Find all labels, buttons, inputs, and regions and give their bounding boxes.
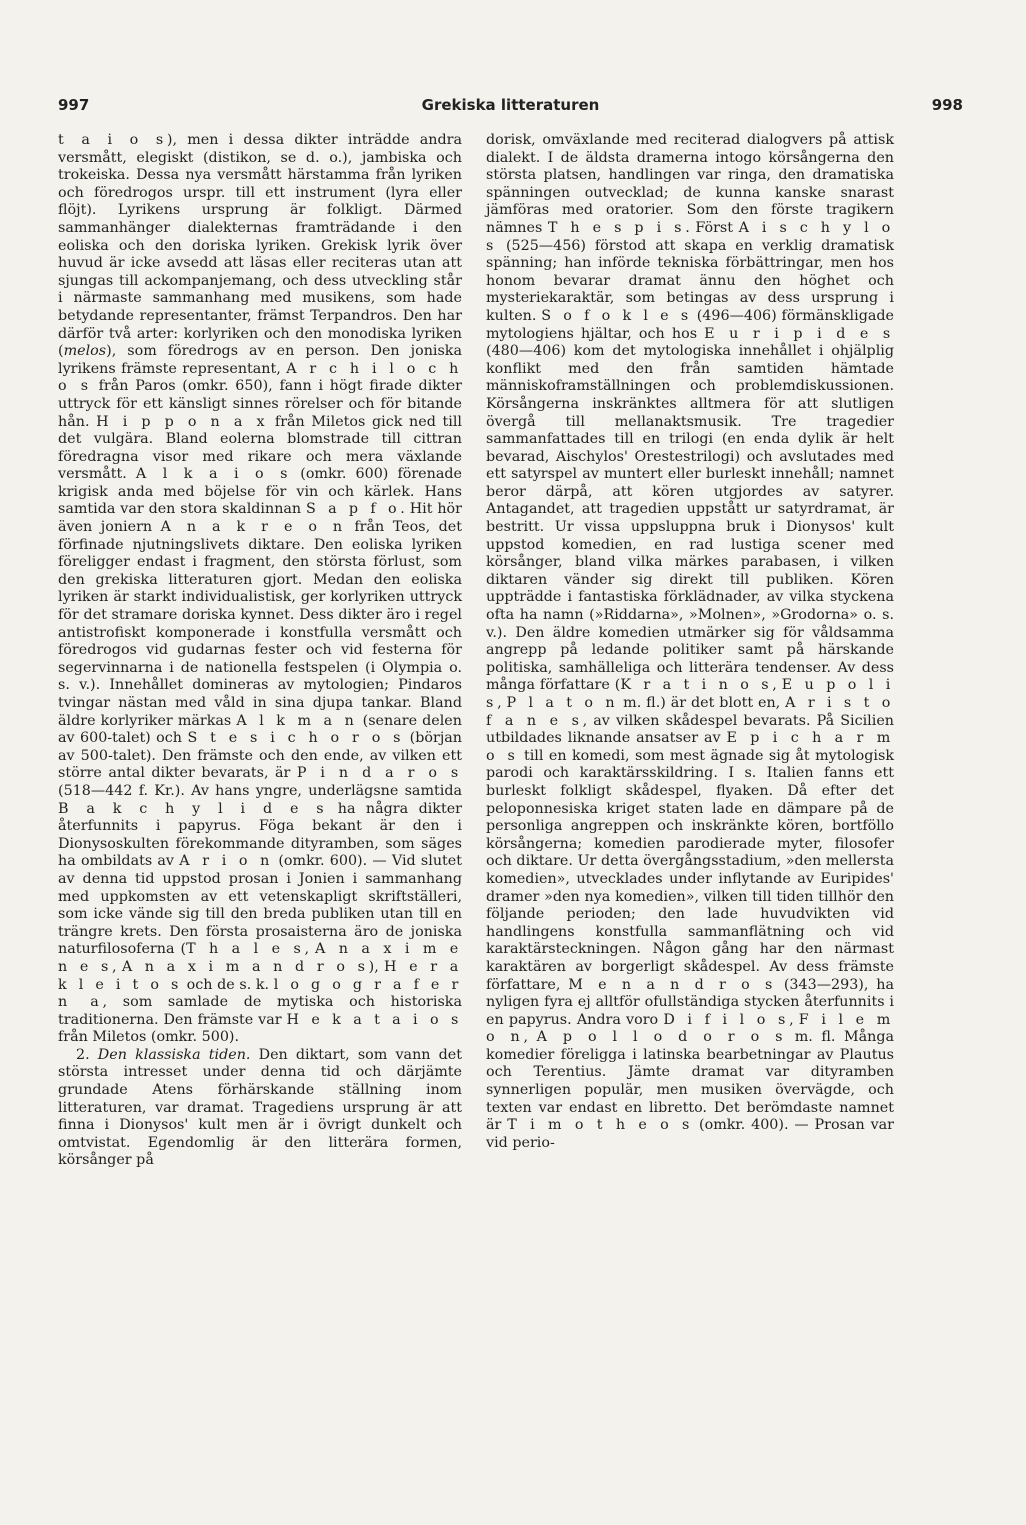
spaced-name: H e k a t a i o s (286, 1011, 462, 1028)
left-column (58, 132, 462, 1170)
paragraph-klassiska-tiden (58, 1047, 462, 1170)
right-page-number: 998 (931, 96, 963, 114)
spaced-name: H i p p o n a x (96, 413, 269, 430)
text-run: (525—456) förstod att skapa en verklig dramatisk spänning; han införde tekniska förbättringar, men hos honom bevarar dramat ännu den höghet och mysteriekaraktär, som betingas av dess ursprung i kulten. (486, 237, 894, 324)
italic-text: Den klassiska tiden. (97, 1046, 251, 1063)
text-run: ha några dikter återfunnits i papyrus. Föga bekant är den i Dionysoskulten förekommande dityramben, som säges ha ombildats av (58, 800, 462, 870)
text-run: (omkr. 600) förenade krigisk anda med böjelse för vin och kärlek. Hans samtida var den stora skaldinnan (58, 466, 462, 518)
text-run: Den diktart, som vann det största intresset under denna tid och därjämte grundade Atens förhärskande ställning inom litteraturen, var dramat. Tragediens ursprung är att finna i Dionysos' kult men är i övrigt dunkelt och omtvistat. Egendomlig är den litterära formen, körsånger på (58, 1046, 463, 1169)
spaced-name: T h e s p i s (547, 219, 686, 236)
text-run: från Miletos (omkr. 500). (58, 1029, 240, 1046)
spaced-name: F i l e m o n (486, 1011, 894, 1046)
right-column (486, 132, 894, 1152)
spaced-name: S o f o k l e s (541, 307, 692, 324)
spaced-name: A i s c h y l o s (486, 219, 895, 254)
text-run: , (304, 941, 316, 958)
spaced-name: D i f i l o s (663, 1011, 790, 1028)
text-run: , som samlade de mytiska och historiska traditionerna. Den främste var (58, 994, 462, 1028)
text-run: , (497, 695, 507, 711)
text-run: och de s. k. (182, 976, 274, 993)
paragraph (486, 132, 894, 1152)
spaced-name: t a i o s (58, 132, 167, 148)
text-run: m. fl. Många komedier föreligga i latinska bearbetningar av Plautus och Terentius. Jämte dramat var dityramben synnerligen populär, men musiken övervägde, och texten var endast en libretto. Det berömdaste namnet är (486, 1029, 895, 1134)
text-run: (496—406) förmänskligade mytologiens hjältar, och hos (486, 307, 894, 342)
text-run: . Först (685, 219, 739, 236)
text-run: (senare delen av 600-talet) och (58, 712, 462, 747)
text-run: till en komedi, som mest ägnade sig åt mytologisk parodi och karaktärsskildring. I s. Italien fanns ett burleskt folkligt skådespel, flyaken. Då efter det peloponnesiska kriget staten lade en dämpare på de personliga angreppen och inskränkte kören, bortföllo körsångerna; komedien parodierade myter, filosofer och diktare. Ur detta övergångsstadium, »den mellersta komedien», utvecklades under inflytande av Euripides' dramer »den nya komedien», vilken till tiden tillhör den följande perioden; den lade huvudvikten vid handlingens konstfulla sammanflätning och vid karaktärsteckningen. Någon gång har den närmast karaktären av borgerligt skådespel. Av dess främste författare, (486, 747, 894, 993)
spaced-name: E u p o l i s (486, 677, 894, 711)
spaced-name: P l a t o n (506, 695, 619, 711)
spaced-name: T i m o t h e o s (507, 1117, 694, 1134)
page-header (58, 96, 963, 118)
italic-text: melos (63, 343, 107, 360)
spaced-name: A l k m a n (236, 712, 358, 729)
text-run: dorisk, omväxlande med reciterad dialogvers på attisk dialekt. I de äldsta dramerna intogo körsångerna den största platsen, handlingen var ringa, den dramatiska spänningen outvecklad; de kunna kanske snarast jämföras med oratorier. Som den förste tragikern nämnes (486, 132, 894, 236)
spaced-name: K r a t i n o s (620, 677, 773, 694)
text-run: . Hit hör även joniern (58, 501, 463, 536)
spaced-name: A n a k r e o n (160, 519, 346, 536)
text-run: , (772, 677, 782, 694)
text-run: , (112, 958, 122, 975)
spaced-name: S a p f o (306, 501, 401, 518)
spaced-name: A r i s t o f a n e s (486, 695, 895, 729)
spaced-name: S t e s i c h o r o s (187, 730, 405, 747)
text-run: (omkr. 600). — Vid slutet av denna tid uppstod prosan i Jonien i sammanhang med uppkomsten av ett vetenskapligt skriftställeri, som icke vände sig till den breda publiken utan till en trängre krets. Den första prosaisterna äro de joniska naturfilosoferna ( (58, 853, 462, 958)
text-run: (480—406) kom det mytologiska innehållet i ohjälplig konflikt med den från samtiden hämtade människoframställningen och problemdiskussionen. Körsångerna inskränktes alltmera för att slutligen övergå till mellanaktsmusik. Tre tragedier sammanfattades till en trilogi (en enda dylik är helt bevarad, Aischylos' Orestestrilogi) och avslutades med ett satyrspel av muntert eller burleskt innehåll; namnet beror därpå, att kören utgjordes av satyrer. Antagandet, att tragedien uppstått ur satyrdramat, är bestritt. Ur vissa uppsluppna bruk i Dionysos' kult uppstod komedien, en rad lustiga scener med körsånger, bland vilka märkes parabasen, i vilken diktaren vänder sig direkt till publiken. Kören uppträdde i fantastiska förklädnader, av vilka styckena ofta ha namn (»Riddarna», »Molnen», »Grodorna» o. s. v.). Den äldre komedien utmärker sig för våldsamma angrepp på ledande politiker samt på härskande politiska, samhälleliga och litterära tendenser. Av dess många författare ( (486, 343, 894, 694)
spaced-name: A l k a i o s (135, 466, 292, 483)
left-page-number: 997 (58, 96, 90, 114)
spaced-name: T h a l e s (186, 941, 305, 958)
text-run: från Miletos gick ned till det vulgära. Bland eolerna blomstrade till cittran föredragna visor med rikare och mera växlande versmått. (58, 413, 462, 483)
text-run: (början av 500-talet). Den främste och den ende, av vilken ett större antal dikter bevarats, är (58, 730, 462, 782)
text-run: 2. (76, 1046, 98, 1063)
spaced-name: l o g o g r a f e r n a (58, 976, 462, 1011)
spaced-name: A n a x i m a n d r o s (121, 958, 369, 975)
text-run: (518—442 f. Kr.). Av hans yngre, underlägsne samtida (58, 782, 462, 799)
text-run: ), som föredrogs av en person. Den joniska lyrikens främste representant, (58, 343, 462, 377)
spaced-name: A r i o n (179, 853, 274, 870)
spaced-name: H e r a k l e i t o s (58, 958, 462, 993)
spaced-name: B a k c h y l i d e s (58, 800, 328, 817)
text-run: (omkr. 400). — Prosan var vid perio- (486, 1117, 895, 1151)
text-run: från Paros (omkr. 650), fann i högt firade dikter uttryck för ett känsligt sinnes rörelser och för bitande hån. (58, 378, 462, 430)
running-head: Grekiska litteraturen (421, 96, 600, 114)
spaced-name: E p i c h a r m o s (486, 730, 895, 764)
text-run: m. fl.) är det blott en, (618, 695, 786, 711)
text-run: , av vilken skådespel bevarats. På Sicilien utbildades liknande ansatser av (486, 712, 894, 747)
spaced-name: E u r i p i d e s (704, 325, 894, 342)
text-run: (343—293), ha nyligen fyra ej alltför ofullständiga stycken återfunnits i en papyrus. Andra voro (486, 976, 894, 1028)
text-run: , (523, 1029, 537, 1046)
paragraph (58, 132, 462, 1047)
spaced-name: M e n a n d r o s (568, 976, 777, 993)
text-run: ), (368, 958, 385, 975)
spaced-name: A p o l l o d o r o s (536, 1029, 787, 1046)
spaced-name: A r c h i l o c h o s (58, 360, 463, 395)
text-run: från Teos, det förfinade njutningslivets diktare. Den eoliska lyriken föreligger endast i fragment, den största förlust, som den grekiska litteraturen gjort. Medan den eoliska lyriken är starkt individualistisk, ger korlyriken uttryck för det stramare doriska kynnet. Dess dikter äro i regel antistrofiskt komponerade i konstfulla versmått och föredrogos vid gudarnas fester och vid festerna för segervinnarna i de nationella festspelen (i Olympia o. s. v.). Innehållet domineras av mytologien; Pindaros tvingar nästan med våld in sina djupa tankar. Bland äldre korlyriker märkas (58, 519, 462, 729)
spaced-name: P i n d a r o s (296, 765, 462, 782)
spaced-name: A n a x i m e n e s (58, 941, 462, 975)
text-run: , (789, 1011, 799, 1028)
text-run: ), men i dessa dikter inträdde andra versmått, elegiskt (distikon, se d. o.), jambiska och trokeiska. Dessa nya versmått härstamma från lyriken och föredrogos urspr. till ett instrument (lyra eller flöjt). Lyrikens ursprung är folkligt. Därmed sammanhänger dialekternas framträdande i den eoliska och den doriska lyriken. Grekisk lyrik över huvud är icke avsedd att läsas eller reciteras utan att sjungas till ackompanjemang, och dess utveckling står i närmaste sammanhang med musikens, som hade betydande representanter, främst Terpandros. Den har därför två arter: korlyriken och den monodiska lyriken ( (58, 132, 462, 360)
